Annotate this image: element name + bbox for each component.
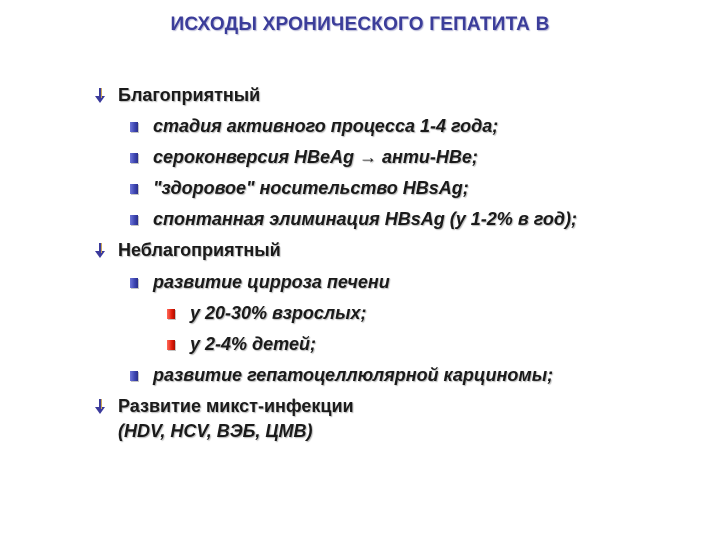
square-bullet-icon [130, 278, 138, 288]
slide-title: ИСХОДЫ ХРОНИЧЕСКОГО ГЕПАТИТА В [170, 14, 550, 35]
down-arrow-icon [95, 88, 105, 104]
red-square-bullet-icon [167, 340, 175, 350]
red-square-bullet-icon [167, 309, 175, 319]
down-arrow-icon [95, 243, 105, 259]
down-arrow-icon [95, 399, 105, 415]
square-bullet-icon [130, 153, 138, 163]
slide: ИСХОДЫ ХРОНИЧЕСКОГО ГЕПАТИТА В Благоприятный стадия активного процесса 1-4 года; сероконверсия HBeAg → анти-HBe; "здоровое" носительство HBsAg; спонтанная элиминация HBsAg (у 1-2% в год); Неблагоприятный развитие цирроза печени у 20-30% взрослых; у 2-4% детей; развитие гепатоцеллюлярной карциномы; Развитие микст-инфекции (HDV, HCV, ВЭБ, ЦМВ) [0, 0, 720, 540]
square-bullet-icon [130, 122, 138, 132]
square-bullet-icon [130, 215, 138, 225]
square-bullet-icon [130, 184, 138, 194]
square-bullet-icon [130, 371, 138, 381]
